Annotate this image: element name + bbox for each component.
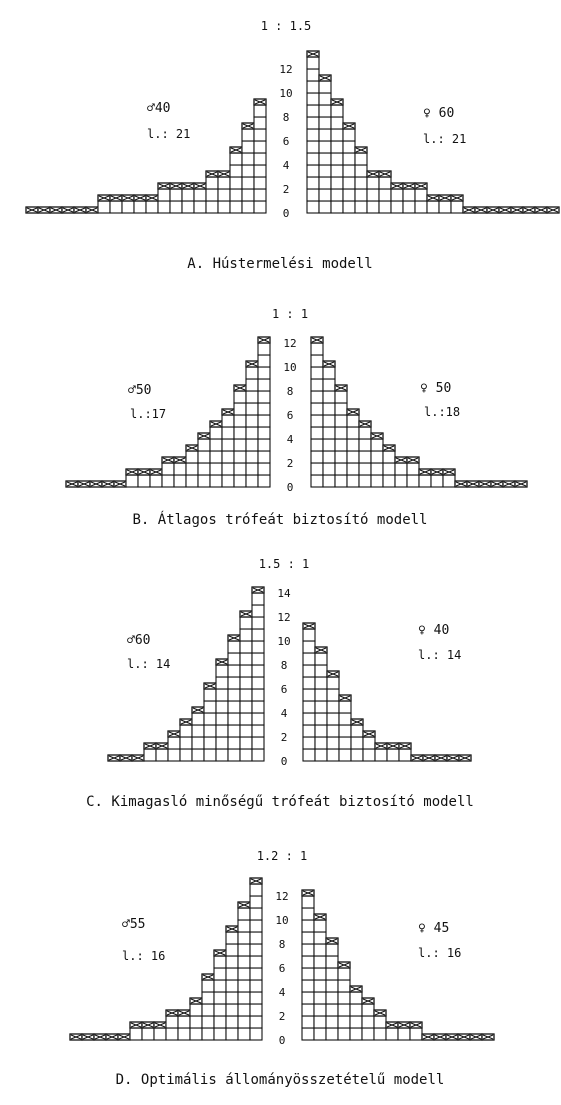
female-bar	[458, 1034, 470, 1040]
y-tick-label: 10	[279, 87, 293, 100]
male-bar	[62, 207, 74, 213]
y-tick-label: 12	[283, 337, 297, 350]
female-count-label: ♀ 60	[423, 106, 455, 121]
female-count-label: ♀ 40	[418, 623, 450, 638]
y-tick-label: 12	[275, 890, 289, 903]
female-class-label: l.: 14	[418, 648, 462, 662]
sex-ratio: 1.5 : 1	[258, 557, 310, 571]
male-bar	[126, 469, 138, 487]
female-bar	[343, 123, 355, 213]
chart-caption: B. Átlagos trófeát biztosító modell	[132, 512, 428, 528]
female-bar	[470, 1034, 482, 1040]
y-tick-label: 14	[277, 587, 291, 600]
male-bar	[180, 719, 192, 761]
male-count-label: ♂50	[128, 383, 152, 398]
male-bar	[70, 1034, 82, 1040]
female-bar	[355, 147, 367, 213]
male-bar	[216, 659, 228, 761]
y-tick-label: 12	[277, 611, 291, 624]
male-bar	[238, 902, 250, 1040]
female-bar	[314, 914, 326, 1040]
female-bar	[375, 743, 387, 761]
female-bar	[359, 421, 371, 487]
female-bar	[446, 1034, 458, 1040]
female-bar	[398, 1022, 410, 1040]
female-bar	[482, 1034, 494, 1040]
female-bar	[439, 195, 451, 213]
male-bar	[38, 207, 50, 213]
female-count-label: ♀ 45	[418, 921, 450, 936]
male-bar	[74, 207, 86, 213]
male-bar	[86, 207, 98, 213]
male-bar	[78, 481, 90, 487]
female-bar	[327, 671, 339, 761]
male-bar	[258, 337, 270, 487]
y-tick-label: 10	[277, 635, 291, 648]
male-bar	[154, 1022, 166, 1040]
male-bar	[106, 1034, 118, 1040]
y-tick-label: 0	[278, 1034, 286, 1047]
female-bar	[315, 647, 327, 761]
y-tick-label: 0	[286, 481, 294, 494]
female-bar	[311, 337, 323, 487]
female-bar	[487, 207, 499, 213]
male-bar	[210, 421, 222, 487]
female-bar	[347, 409, 359, 487]
y-tick-label: 0	[280, 755, 288, 768]
female-bar	[307, 51, 319, 213]
male-bar	[230, 147, 242, 213]
female-bar	[463, 207, 475, 213]
female-bar	[323, 361, 335, 487]
male-bar	[134, 195, 146, 213]
male-bar	[26, 207, 38, 213]
male-bar	[94, 1034, 106, 1040]
male-bar	[250, 878, 262, 1040]
y-tick-label: 6	[286, 409, 294, 422]
male-bar	[252, 587, 264, 761]
female-bar	[447, 755, 459, 761]
y-tick-label: 10	[275, 914, 289, 927]
male-bar	[150, 469, 162, 487]
y-tick-label: 8	[286, 385, 294, 398]
y-tick-label: 6	[278, 962, 286, 975]
y-tick-label: 0	[282, 207, 290, 220]
male-bar	[192, 707, 204, 761]
female-class-label: l.: 16	[418, 946, 462, 960]
y-tick-label: 12	[279, 63, 293, 76]
y-tick-label: 10	[283, 361, 297, 374]
female-bar	[435, 755, 447, 761]
female-bar	[362, 998, 374, 1040]
pyramid-panel	[86, 557, 474, 810]
male-class-label: l.: 14	[127, 657, 171, 671]
female-bar	[479, 481, 491, 487]
male-bar	[222, 409, 234, 487]
male-bar	[120, 755, 132, 761]
female-bar	[443, 469, 455, 487]
female-bar	[511, 207, 523, 213]
male-bar	[122, 195, 134, 213]
y-tick-label: 2	[280, 731, 288, 744]
y-tick-label: 2	[278, 1010, 286, 1023]
female-bar	[523, 207, 535, 213]
chart-caption: C. Kimagasló minőségű trófeát biztosító modell	[86, 794, 474, 810]
male-count-label: ♂40	[147, 101, 171, 116]
female-bar	[339, 695, 351, 761]
female-bar	[491, 481, 503, 487]
female-bar	[499, 207, 511, 213]
female-bar	[503, 481, 515, 487]
female-bar	[535, 207, 547, 213]
female-bar	[455, 481, 467, 487]
female-class-label: l.: 21	[423, 132, 467, 146]
male-count-label: ♂55	[122, 917, 146, 932]
y-tick-label: 4	[286, 433, 294, 446]
female-bar	[331, 99, 343, 213]
female-class-label: l.:18	[424, 405, 461, 419]
female-bar	[407, 457, 419, 487]
male-bar	[82, 1034, 94, 1040]
pyramid-panel	[26, 19, 559, 272]
male-bar	[142, 1022, 154, 1040]
y-tick-label: 8	[282, 111, 290, 124]
male-bar	[108, 755, 120, 761]
female-bar	[459, 755, 471, 761]
male-bar	[198, 433, 210, 487]
y-tick-label: 4	[282, 159, 290, 172]
y-tick-label: 6	[280, 683, 288, 696]
male-bar	[214, 950, 226, 1040]
male-bar	[144, 743, 156, 761]
male-bar	[102, 481, 114, 487]
male-bar	[146, 195, 158, 213]
y-tick-label: 6	[282, 135, 290, 148]
pyramid-panel	[66, 307, 527, 528]
male-bar	[158, 183, 170, 213]
male-bar	[240, 611, 252, 761]
female-bar	[399, 743, 411, 761]
female-bar	[302, 890, 314, 1040]
male-count-label: ♂60	[127, 633, 151, 648]
female-bar	[419, 469, 431, 487]
male-bar	[138, 469, 150, 487]
female-bar	[411, 755, 423, 761]
female-bar	[363, 731, 375, 761]
female-bar	[410, 1022, 422, 1040]
female-bar	[386, 1022, 398, 1040]
male-bar	[234, 385, 246, 487]
female-bar	[374, 1010, 386, 1040]
female-count-label: ♀ 50	[420, 381, 452, 396]
female-bar	[395, 457, 407, 487]
female-bar	[379, 171, 391, 213]
y-tick-label: 2	[282, 183, 290, 196]
male-bar	[204, 683, 216, 761]
female-bar	[434, 1034, 446, 1040]
male-class-label: l.:17	[130, 407, 167, 421]
male-bar	[186, 445, 198, 487]
female-bar	[391, 183, 403, 213]
y-tick-label: 2	[286, 457, 294, 470]
female-bar	[547, 207, 559, 213]
female-bar	[422, 1034, 434, 1040]
male-class-label: l.: 16	[122, 949, 166, 963]
y-tick-label: 4	[280, 707, 288, 720]
male-bar	[218, 171, 230, 213]
female-bar	[415, 183, 427, 213]
male-bar	[114, 481, 126, 487]
female-bar	[383, 445, 395, 487]
male-bar	[98, 195, 110, 213]
male-bar	[182, 183, 194, 213]
female-bar	[367, 171, 379, 213]
female-bar	[423, 755, 435, 761]
male-bar	[190, 998, 202, 1040]
male-bar	[166, 1010, 178, 1040]
sex-ratio: 1 : 1	[271, 307, 309, 321]
y-tick-label: 8	[278, 938, 286, 951]
female-bar	[319, 75, 331, 213]
female-bar	[431, 469, 443, 487]
sex-ratio: 1.2 : 1	[256, 849, 308, 863]
male-class-label: l.: 21	[147, 127, 191, 141]
male-bar	[174, 457, 186, 487]
female-bar	[338, 962, 350, 1040]
male-bar	[254, 99, 266, 213]
male-bar	[118, 1034, 130, 1040]
female-bar	[335, 385, 347, 487]
male-bar	[90, 481, 102, 487]
female-bar	[350, 986, 362, 1040]
chart-caption: A. Hústermelési modell	[187, 256, 373, 272]
sex-ratio: 1 : 1.5	[260, 19, 312, 33]
male-bar	[132, 755, 144, 761]
male-bar	[194, 183, 206, 213]
male-bar	[226, 926, 238, 1040]
female-bar	[427, 195, 439, 213]
male-bar	[110, 195, 122, 213]
female-bar	[475, 207, 487, 213]
female-bar	[467, 481, 479, 487]
pyramid-panel	[70, 849, 494, 1088]
male-bar	[202, 974, 214, 1040]
y-tick-label: 8	[280, 659, 288, 672]
male-bar	[50, 207, 62, 213]
male-bar	[178, 1010, 190, 1040]
male-bar	[206, 171, 218, 213]
male-bar	[246, 361, 258, 487]
female-bar	[451, 195, 463, 213]
male-bar	[130, 1022, 142, 1040]
female-bar	[515, 481, 527, 487]
chart-caption: D. Optimális állományösszetételű modell	[115, 1072, 445, 1088]
male-bar	[162, 457, 174, 487]
female-bar	[326, 938, 338, 1040]
female-bar	[351, 719, 363, 761]
male-bar	[66, 481, 78, 487]
female-bar	[403, 183, 415, 213]
female-bar	[387, 743, 399, 761]
male-bar	[156, 743, 168, 761]
female-bar	[371, 433, 383, 487]
male-bar	[170, 183, 182, 213]
y-tick-label: 4	[278, 986, 286, 999]
male-bar	[228, 635, 240, 761]
male-bar	[168, 731, 180, 761]
female-bar	[303, 623, 315, 761]
male-bar	[242, 123, 254, 213]
